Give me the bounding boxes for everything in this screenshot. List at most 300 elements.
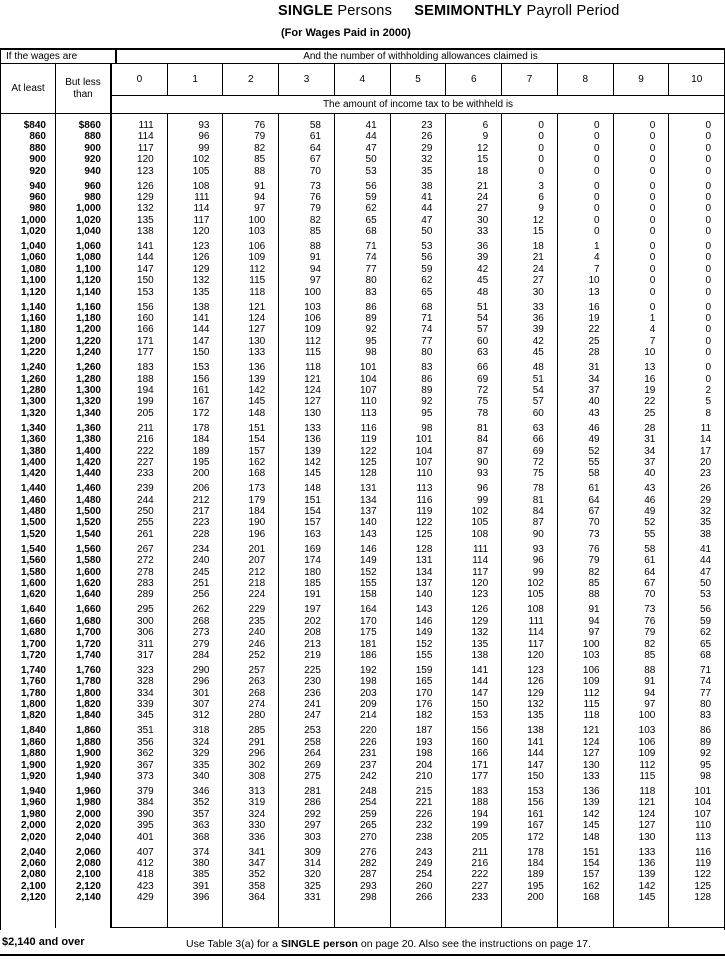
tax-amount-cell: 0: [594, 142, 600, 154]
tax-amount-cell: 82: [644, 638, 656, 650]
but-less-cell: 1,080: [75, 252, 101, 264]
tax-amount-cell: 0: [594, 214, 600, 226]
tax-amount-cell: 244: [137, 494, 154, 506]
amount-withheld-header: The amount of income tax to be withheld is: [322, 99, 514, 110]
tax-amount-cell: 80: [421, 347, 433, 359]
tax-amount-cell: 283: [137, 578, 154, 589]
tax-amount-cell: 113: [695, 831, 712, 843]
tax-amount-cell: 0: [705, 214, 712, 226]
tax-amount-cell: 384: [137, 797, 154, 809]
tax-amount-cell: 0: [538, 142, 544, 154]
tax-amount-cell: 63: [477, 347, 489, 359]
tax-amount-cell: 320: [304, 869, 321, 881]
tax-amount-cell: 125: [694, 880, 712, 892]
tax-amount-cell: 107: [359, 384, 377, 396]
tax-amount-cell: 357: [192, 808, 210, 820]
tax-amount-cell: 46: [644, 494, 656, 506]
allowance-col-header: 8: [558, 64, 614, 95]
tax-amount-cell: 113: [360, 407, 377, 419]
at-least-cell: 1,200: [20, 335, 46, 347]
at-least-cell: 1,480: [20, 506, 46, 518]
tax-amount-cell: 235: [248, 615, 266, 627]
tax-amount-cell: 232: [415, 820, 433, 832]
tax-amount-cell: 61: [644, 555, 656, 567]
tax-amount-cell: 317: [137, 649, 154, 661]
tax-amount-cell: 62: [421, 275, 433, 287]
but-less-cell: 1,280: [75, 373, 101, 385]
tax-amount-cell: 116: [360, 422, 377, 434]
tax-amount-cell: 54: [477, 313, 489, 325]
tax-amount-cell: 129: [137, 191, 154, 203]
tax-amount-cell: 5: [705, 396, 712, 408]
tax-amount-cell: 64: [309, 142, 321, 154]
tax-amount-cell: 40: [588, 396, 600, 408]
tax-amount-cell: 188: [471, 797, 489, 809]
title-semimonthly: SEMIMONTHLY: [414, 3, 523, 19]
tax-amount-cell: 208: [304, 627, 321, 639]
but-less-cell: 1,960: [75, 786, 101, 798]
tax-amount-cell: 157: [304, 517, 321, 529]
tax-amount-cell: 98: [421, 422, 433, 434]
tax-amount-cell: 209: [359, 699, 377, 711]
tax-amount-cell: 29: [699, 494, 712, 506]
tax-amount-cell: 246: [248, 638, 266, 650]
tax-amount-cell: 145: [582, 820, 600, 832]
tax-amount-cell: 50: [699, 578, 712, 589]
tax-amount-cell: 37: [588, 384, 600, 396]
tax-amount-cell: 17: [699, 445, 712, 457]
tax-amount-cell: 163: [304, 528, 321, 540]
tax-amount-cell: 44: [365, 131, 377, 143]
tax-amount-cell: 212: [192, 494, 210, 506]
but-less-cell: 1,160: [75, 301, 101, 313]
tax-amount-cell: 176: [415, 699, 433, 711]
at-least-cell: 1,280: [20, 384, 46, 396]
tax-amount-cell: 275: [304, 771, 321, 783]
tax-amount-cell: 211: [137, 422, 154, 434]
tax-amount-cell: 91: [254, 180, 266, 192]
tax-amount-cell: 88: [309, 241, 321, 253]
at-least-cell: 980: [29, 203, 46, 215]
tax-amount-cell: 96: [477, 483, 489, 495]
but-less-cell: 2,020: [75, 820, 101, 832]
tax-amount-cell: 219: [304, 649, 321, 661]
tax-amount-cell: 0: [538, 120, 544, 131]
at-least-cell: 1,160: [20, 313, 46, 325]
tax-amount-cell: 1: [594, 241, 600, 253]
tax-amount-cell: 14: [699, 434, 712, 446]
tax-amount-cell: 45: [532, 347, 544, 359]
but-less-cell: 1,800: [75, 687, 101, 699]
but-less-cell: 1,720: [75, 638, 101, 650]
tax-amount-cell: 302: [248, 759, 266, 771]
tax-amount-cell: 234: [192, 543, 210, 555]
tax-amount-cell: 24: [532, 263, 544, 275]
tax-amount-cell: 77: [421, 335, 433, 347]
but-less-cell: 1,180: [75, 313, 101, 325]
at-least-cell: 1,840: [20, 725, 46, 737]
tax-amount-cell: 121: [304, 373, 321, 385]
allowance-col-header: 0: [112, 64, 168, 95]
tax-amount-cell: 0: [649, 191, 656, 203]
tax-amount-cell: 11: [700, 422, 712, 434]
tax-amount-cell: 227: [471, 880, 489, 892]
tax-amount-cell: 0: [649, 275, 656, 287]
tax-amount-cell: 339: [137, 699, 154, 711]
tax-amount-cell: 22: [588, 324, 600, 336]
tax-amount-cell: 46: [588, 422, 600, 434]
tax-amount-cell: 202: [304, 615, 321, 627]
tax-amount-cell: 0: [649, 165, 656, 177]
tax-amount-cell: 0: [705, 131, 712, 143]
tax-amount-cell: 0: [649, 120, 656, 131]
tax-amount-cell: 93: [477, 468, 489, 480]
tax-amount-cell: 395: [137, 820, 154, 832]
table-header-row-2: [1, 64, 724, 114]
tax-amount-cell: 105: [192, 165, 210, 177]
tax-amount-cell: 85: [309, 226, 321, 238]
tax-amount-cell: 49: [644, 506, 656, 518]
at-least-cell: 2,000: [20, 820, 46, 832]
tax-amount-cell: 295: [137, 604, 154, 616]
tax-amount-cell: 28: [588, 347, 600, 359]
tax-amount-cell: 95: [421, 407, 433, 419]
tax-amount-cell: 262: [192, 604, 210, 616]
tax-amount-cell: 296: [192, 676, 210, 688]
tax-amount-cell: 0: [705, 347, 712, 359]
tax-amount-cell: 58: [588, 468, 600, 480]
tax-amount-cell: 86: [699, 725, 712, 737]
tax-amount-cell: 107: [415, 456, 433, 468]
at-least-cell: 1,720: [20, 649, 46, 661]
tax-amount-cell: 217: [192, 506, 210, 518]
allowance-col-header: 6: [446, 64, 502, 95]
tax-amount-cell: 98: [365, 347, 377, 359]
tax-amount-cell: 281: [304, 786, 321, 798]
tax-amount-cell: 167: [527, 820, 544, 832]
tax-amount-cell: 192: [359, 664, 377, 676]
tax-amount-cell: 184: [527, 857, 544, 869]
tax-amount-cell: 138: [192, 301, 210, 313]
tax-amount-cell: 26: [699, 483, 712, 495]
tax-amount-cell: 285: [248, 725, 266, 737]
tax-amount-cell: 121: [582, 725, 600, 737]
tax-amount-cell: 121: [248, 301, 266, 313]
tax-amount-cell: 307: [192, 699, 210, 711]
tax-amount-cell: 256: [192, 589, 210, 601]
at-least-cell: 1,540: [20, 543, 46, 555]
tax-amount-cell: 150: [527, 771, 544, 783]
but-less-cell: 1,000: [75, 203, 101, 215]
tax-amount-cell: 3: [538, 180, 544, 192]
tax-amount-cell: 175: [359, 627, 377, 639]
tax-amount-cell: 2: [705, 384, 712, 396]
tax-amount-cell: 123: [137, 165, 154, 177]
but-less-cell: 1,980: [75, 797, 101, 809]
tax-amount-cell: 100: [248, 214, 266, 226]
tax-amount-cell: 73: [309, 180, 321, 192]
tax-amount-cell: 65: [365, 214, 377, 226]
tax-amount-cell: 151: [248, 422, 266, 434]
tax-amount-cell: 183: [137, 362, 154, 374]
tax-amount-cell: 423: [137, 880, 154, 892]
tax-amount-cell: 171: [137, 335, 154, 347]
at-least-cell: 1,760: [20, 676, 46, 688]
tax-amount-cell: 153: [527, 786, 544, 798]
allowance-column-4: [335, 114, 391, 927]
tax-amount-cell: 187: [415, 725, 433, 737]
tax-amount-cell: 33: [532, 301, 544, 313]
tax-amount-cell: 297: [304, 820, 321, 832]
tax-amount-cell: 255: [137, 517, 154, 529]
tax-amount-cell: 230: [304, 676, 321, 688]
tax-amount-cell: 117: [527, 638, 544, 650]
tax-amount-cell: 160: [137, 313, 154, 325]
but-less-cell: 980: [84, 191, 101, 203]
tax-amount-cell: 222: [471, 869, 489, 881]
tax-amount-cell: 114: [193, 203, 210, 215]
tax-amount-cell: 290: [192, 664, 210, 676]
tax-amount-cell: 212: [248, 566, 266, 578]
tax-amount-cell: 110: [416, 468, 433, 480]
tax-amount-cell: 18: [477, 165, 489, 177]
tax-amount-cell: 104: [415, 445, 433, 457]
tax-amount-cell: 153: [471, 710, 489, 722]
tax-amount-cell: 131: [359, 483, 377, 495]
tax-amount-cell: 34: [588, 373, 600, 385]
tax-amount-cell: 15: [532, 226, 544, 238]
tax-amount-cell: 247: [304, 710, 321, 722]
tax-amount-cell: 124: [638, 808, 656, 820]
tax-amount-cell: 0: [705, 180, 712, 192]
tax-amount-cell: 67: [309, 154, 321, 166]
tax-amount-cell: 92: [365, 324, 377, 336]
at-least-cell: 1,680: [20, 627, 46, 639]
allowance-column-8: [558, 114, 614, 927]
over-bracket-label: $2,140 and over: [2, 936, 85, 948]
tax-amount-cell: 62: [365, 203, 377, 215]
tax-amount-cell: 78: [477, 407, 489, 419]
tax-amount-cell: 9: [538, 203, 544, 215]
tax-amount-cell: 111: [138, 120, 154, 131]
tax-amount-cell: 57: [532, 396, 544, 408]
allowance-col-header: 4: [335, 64, 391, 95]
tax-amount-cell: 254: [359, 797, 377, 809]
tax-amount-cell: 152: [415, 638, 433, 650]
tax-amount-cell: 331: [304, 892, 321, 904]
tax-amount-cell: 199: [137, 396, 154, 408]
tax-amount-cell: 132: [137, 203, 154, 215]
but-less-cell: 1,760: [75, 664, 101, 676]
tax-amount-cell: 257: [248, 664, 266, 676]
tax-amount-cell: 0: [705, 154, 712, 166]
tax-amount-cell: 213: [304, 638, 321, 650]
tax-amount-cell: 178: [192, 422, 210, 434]
tax-amount-cell: 306: [137, 627, 154, 639]
but-less-cell: 1,560: [75, 543, 101, 555]
at-least-cell: 1,620: [20, 589, 46, 601]
tax-amount-cell: 100: [582, 638, 600, 650]
tax-amount-cell: 205: [137, 407, 154, 419]
tax-amount-cell: 261: [137, 528, 154, 540]
tax-amount-cell: 40: [644, 468, 656, 480]
tax-amount-cell: 31: [588, 362, 600, 374]
tax-amount-cell: 330: [248, 820, 266, 832]
tax-amount-cell: 95: [699, 759, 712, 771]
allowance-col-header: 5: [391, 64, 447, 95]
but-less-cell: 1,500: [75, 506, 101, 518]
tax-amount-cell: 138: [527, 725, 544, 737]
tax-amount-cell: 166: [471, 748, 489, 760]
tax-amount-cell: 303: [304, 831, 321, 843]
tax-amount-cell: 240: [192, 555, 210, 567]
tax-amount-cell: 72: [532, 456, 544, 468]
but-less-cell: 1,480: [75, 494, 101, 506]
tax-amount-cell: 153: [137, 286, 154, 298]
tax-amount-cell: 195: [527, 880, 544, 892]
tax-amount-cell: 0: [594, 165, 600, 177]
tax-amount-cell: 44: [699, 555, 712, 567]
tax-amount-cell: 0: [705, 226, 712, 238]
tax-amount-cell: 106: [304, 313, 321, 325]
tax-amount-cell: 80: [699, 699, 712, 711]
tax-amount-cell: 106: [582, 664, 600, 676]
tax-amount-cell: 148: [304, 483, 321, 495]
tax-amount-cell: 18: [532, 241, 544, 253]
tax-amount-cell: 83: [421, 362, 433, 374]
tax-amount-cell: 100: [304, 286, 321, 298]
tax-amount-cell: 239: [137, 483, 154, 495]
at-least-cell: 1,300: [20, 396, 46, 408]
tax-amount-cell: 64: [644, 566, 656, 578]
tax-amount-cell: 161: [527, 808, 544, 820]
but-less-cell: 1,300: [75, 384, 101, 396]
tax-amount-cell: 110: [695, 820, 712, 832]
tax-amount-cell: 41: [365, 120, 377, 131]
tax-amount-cell: 70: [644, 589, 656, 601]
tax-amount-cell: 26: [421, 131, 433, 143]
tax-amount-cell: 265: [359, 820, 377, 832]
tax-amount-cell: 198: [415, 748, 433, 760]
tax-amount-cell: 160: [471, 736, 489, 748]
tax-amount-cell: 20: [699, 456, 712, 468]
tax-amount-cell: 156: [137, 301, 154, 313]
tax-amount-cell: 0: [594, 120, 600, 131]
tax-amount-cell: 200: [527, 892, 544, 904]
tax-amount-cell: 4: [594, 252, 600, 264]
at-least-cell: 1,260: [20, 373, 46, 385]
tax-amount-cell: 336: [248, 831, 266, 843]
but-less-cell: 940: [84, 165, 101, 177]
tax-amount-cell: 52: [588, 445, 600, 457]
at-least-cell: 1,600: [20, 578, 46, 589]
tax-amount-cell: 122: [359, 445, 377, 457]
tax-amount-cell: 61: [588, 483, 600, 495]
tax-amount-cell: 104: [359, 373, 377, 385]
tax-amount-cell: 113: [416, 483, 433, 495]
allowance-col-header: 10: [691, 74, 703, 85]
tax-amount-cell: 159: [415, 664, 433, 676]
tax-amount-cell: 149: [415, 627, 433, 639]
tax-amount-cell: 0: [705, 301, 712, 313]
tax-amount-cell: 259: [359, 808, 377, 820]
footer-note-prefix: Use Table 3(a) for a: [186, 938, 281, 950]
tax-amount-cell: 129: [192, 263, 210, 275]
tax-amount-cell: 347: [248, 857, 266, 869]
tax-amount-cell: 147: [471, 687, 489, 699]
tax-amount-cell: 114: [472, 555, 489, 567]
tax-amount-cell: 75: [477, 396, 489, 408]
tax-amount-cell: 65: [699, 638, 712, 650]
tax-amount-cell: 100: [638, 710, 656, 722]
tax-amount-cell: 341: [248, 846, 266, 858]
tax-amount-cell: 81: [477, 422, 489, 434]
tax-amount-cell: 88: [588, 589, 600, 601]
tax-amount-cell: 120: [192, 226, 210, 238]
tax-amount-cell: 123: [527, 664, 544, 676]
tax-amount-cell: 82: [309, 214, 321, 226]
tax-amount-cell: 156: [192, 373, 210, 385]
tax-amount-cell: 143: [415, 604, 433, 616]
tax-amount-cell: 228: [192, 528, 210, 540]
tax-amount-cell: 136: [304, 434, 321, 446]
tax-amount-cell: 137: [359, 506, 377, 518]
tax-amount-cell: 242: [359, 771, 377, 783]
tax-amount-cell: 345: [137, 710, 154, 722]
tax-amount-cell: 245: [192, 566, 210, 578]
tax-amount-cell: 156: [471, 725, 489, 737]
tax-amount-cell: 325: [304, 880, 321, 892]
at-least-cell: 1,580: [20, 566, 46, 578]
tax-amount-cell: 418: [137, 869, 154, 881]
tax-amount-cell: 258: [304, 736, 321, 748]
tax-amount-cell: 139: [304, 445, 321, 457]
tax-amount-cell: 38: [421, 180, 433, 192]
footer-note-suffix: on page 20. Also see the instructions on page 17.: [357, 938, 591, 950]
tax-amount-cell: 314: [304, 857, 321, 869]
tax-amount-cell: 15: [477, 154, 489, 166]
tax-amount-cell: 120: [471, 578, 489, 589]
tax-amount-cell: 352: [248, 869, 266, 881]
tax-amount-cell: 111: [194, 191, 210, 203]
tax-amount-cell: 367: [137, 759, 154, 771]
tax-amount-cell: 73: [644, 604, 656, 616]
tax-amount-cell: 151: [304, 494, 321, 506]
tax-amount-cell: 214: [359, 710, 377, 722]
tax-amount-cell: 29: [421, 142, 433, 154]
tax-amount-cell: 0: [705, 203, 712, 215]
tax-amount-cell: 253: [304, 725, 321, 737]
tax-amount-cell: 123: [192, 241, 210, 253]
tax-amount-cell: 132: [527, 699, 544, 711]
tax-amount-cell: 136: [582, 786, 600, 798]
tax-amount-cell: 211: [472, 846, 489, 858]
at-least-cell: $840: [23, 120, 46, 131]
tax-amount-cell: 127: [638, 820, 656, 832]
tax-amount-cell: 0: [649, 301, 656, 313]
tax-amount-cell: 39: [532, 324, 544, 336]
tax-amount-cell: 71: [365, 241, 377, 253]
tax-amount-cell: 289: [137, 589, 154, 601]
tax-amount-cell: 132: [192, 275, 210, 287]
tax-amount-cell: 37: [644, 456, 656, 468]
tax-amount-cell: 9: [482, 131, 489, 143]
withholding-table: [0, 48, 725, 930]
tax-amount-cell: 0: [649, 154, 656, 166]
tax-amount-cell: 248: [359, 786, 377, 798]
at-least-cell: 920: [29, 165, 46, 177]
tax-amount-cell: 178: [527, 846, 544, 858]
